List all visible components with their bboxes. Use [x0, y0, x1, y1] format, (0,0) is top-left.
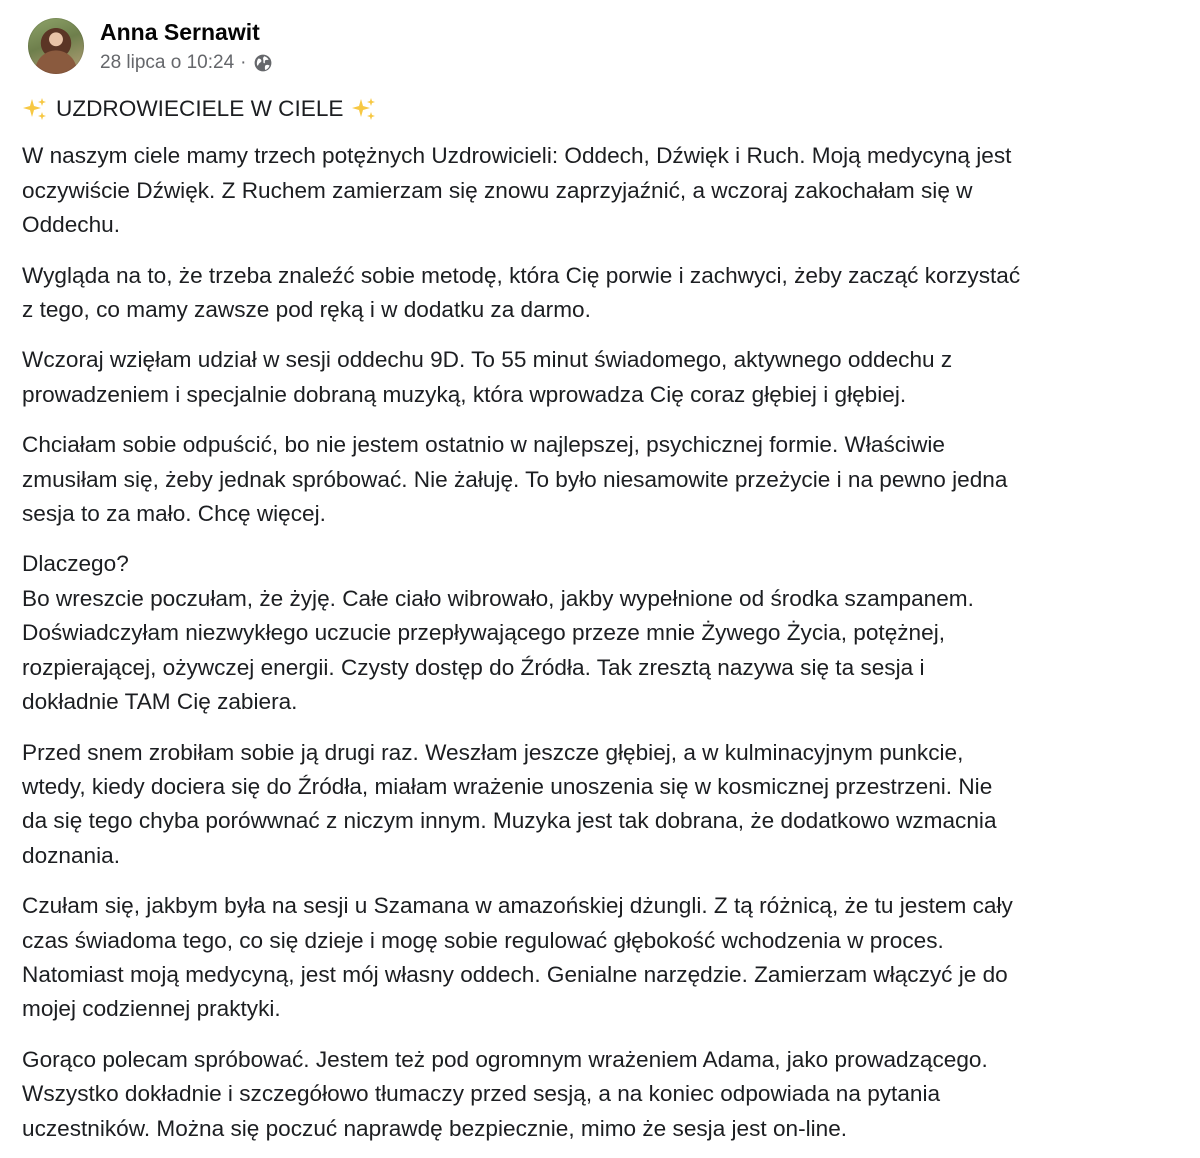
text-line: Wygląda na to, że trzeba znaleźć sobie metodę, która Cię porwie i zachwyci, żeby zacząć korzystać [22, 262, 1021, 288]
author-avatar[interactable] [28, 18, 84, 74]
text-line: Wszystko dokładnie i szczegółowo tłumaczy przed sesją, a na koniec odpowiada na pytania [22, 1081, 941, 1107]
post-timestamp[interactable]: 28 lipca o 10:24 [100, 51, 235, 73]
post-title [22, 92, 1178, 126]
text-line: W naszym ciele mamy trzech potężnych Uzdrowicieli: Oddech, Dźwięk i Ruch. Moją medycyną jest [22, 143, 1012, 169]
text-line: rozpierającej, ożywczej energii. Czysty dostęp do Źródła. Tak zresztą nazywa się ta sesja i [22, 654, 925, 680]
globe-icon[interactable] [253, 53, 273, 73]
text-line: Przed snem zrobiłam sobie ją drugi raz. Weszłam jeszcze głębiej, a w kulminacyjnym punkcie, [22, 739, 964, 765]
text-line: uczestników. Można się poczuć naprawdę bezpiecznie, mimo że sesja jest on-line. [22, 1115, 848, 1141]
text-line: Oddechu. [22, 212, 120, 238]
post-paragraph [22, 428, 1178, 531]
post-paragraph [22, 139, 1178, 242]
post-paragraph [22, 736, 1178, 874]
meta-separator: · [240, 51, 247, 73]
post-header [22, 14, 1178, 78]
text-line: Chciałam sobie odpuścić, bo nie jestem ostatnio w najlepszej, psychicznej formie. Właściwie [22, 432, 945, 458]
post-body [22, 92, 1178, 1146]
post-title-text: UZDROWIECIELE W CIELE [56, 96, 344, 121]
text-line: Czułam się, jakbym była na sesji u Szamana w amazońskiej dżungli. Z tą różnicą, że tu jestem cały [22, 893, 1013, 919]
text-line: da się tego chyba porówwnać z niczym innym. Muzyka jest tak dobrana, że dodatkowo wzmacnia [22, 808, 997, 834]
post-paragraph [22, 343, 1178, 412]
text-line: Dlaczego? [22, 551, 129, 577]
text-line: oczywiście Dźwięk. Z Ruchem zamierzam się znowu zaprzyjaźnić, a wczoraj zakochałam się w [22, 177, 973, 203]
text-line: wtedy, kiedy dociera się do Źródła, miałam wrażenie unoszenia się w kosmicznej przestrzeni. Nie [22, 773, 993, 799]
post-meta [100, 50, 273, 76]
text-line: Wczoraj wzięłam udział w sesji oddechu 9D. To 55 minut świadomego, aktywnego oddechu z [22, 347, 953, 373]
post-header-text [100, 17, 273, 76]
sparkles-icon [351, 96, 377, 122]
post-paragraph [22, 259, 1178, 328]
sparkles-icon [22, 96, 48, 122]
author-name[interactable]: Anna Sernawit [100, 18, 260, 45]
post-paragraph [22, 1043, 1178, 1146]
text-line: dokładnie TAM Cię zabiera. [22, 689, 298, 715]
text-line: sesja to za mało. Chcę więcej. [22, 501, 326, 527]
text-line: zmusiłam się, żeby jednak spróbować. Nie żałuję. To było niesamowite przeżycie i na pewno jedna [22, 466, 1008, 492]
text-line: Natomiast moją medycyną, jest mój własny oddech. Genialne narzędzie. Zamierzam włączyć je do [22, 961, 1008, 987]
text-line: Doświadczyłam niezwykłego uczucie przepływającego przeze mnie Żywego Życia, potężnej, [22, 620, 945, 646]
text-line: czas świadoma tego, co się dzieje i mogę sobie regulować głębokość wchodzenia w proces. [22, 927, 944, 953]
text-line: mojej codziennej praktyki. [22, 996, 281, 1022]
text-line: doznania. [22, 842, 120, 868]
post-paragraph [22, 547, 1178, 719]
text-line: z tego, co mamy zawsze pod ręką i w dodatku za darmo. [22, 297, 591, 323]
text-line: Bo wreszcie poczułam, że żyję. Całe ciało wibrowało, jakby wypełnione od środka szampanem. [22, 585, 974, 611]
text-line: Gorąco polecam spróbować. Jestem też pod ogromnym wrażeniem Adama, jako prowadzącego. [22, 1046, 988, 1072]
text-line: prowadzeniem i specjalnie dobraną muzyką, która wprowadza Cię coraz głębiej i głębiej. [22, 381, 907, 407]
post-paragraph [22, 889, 1178, 1027]
